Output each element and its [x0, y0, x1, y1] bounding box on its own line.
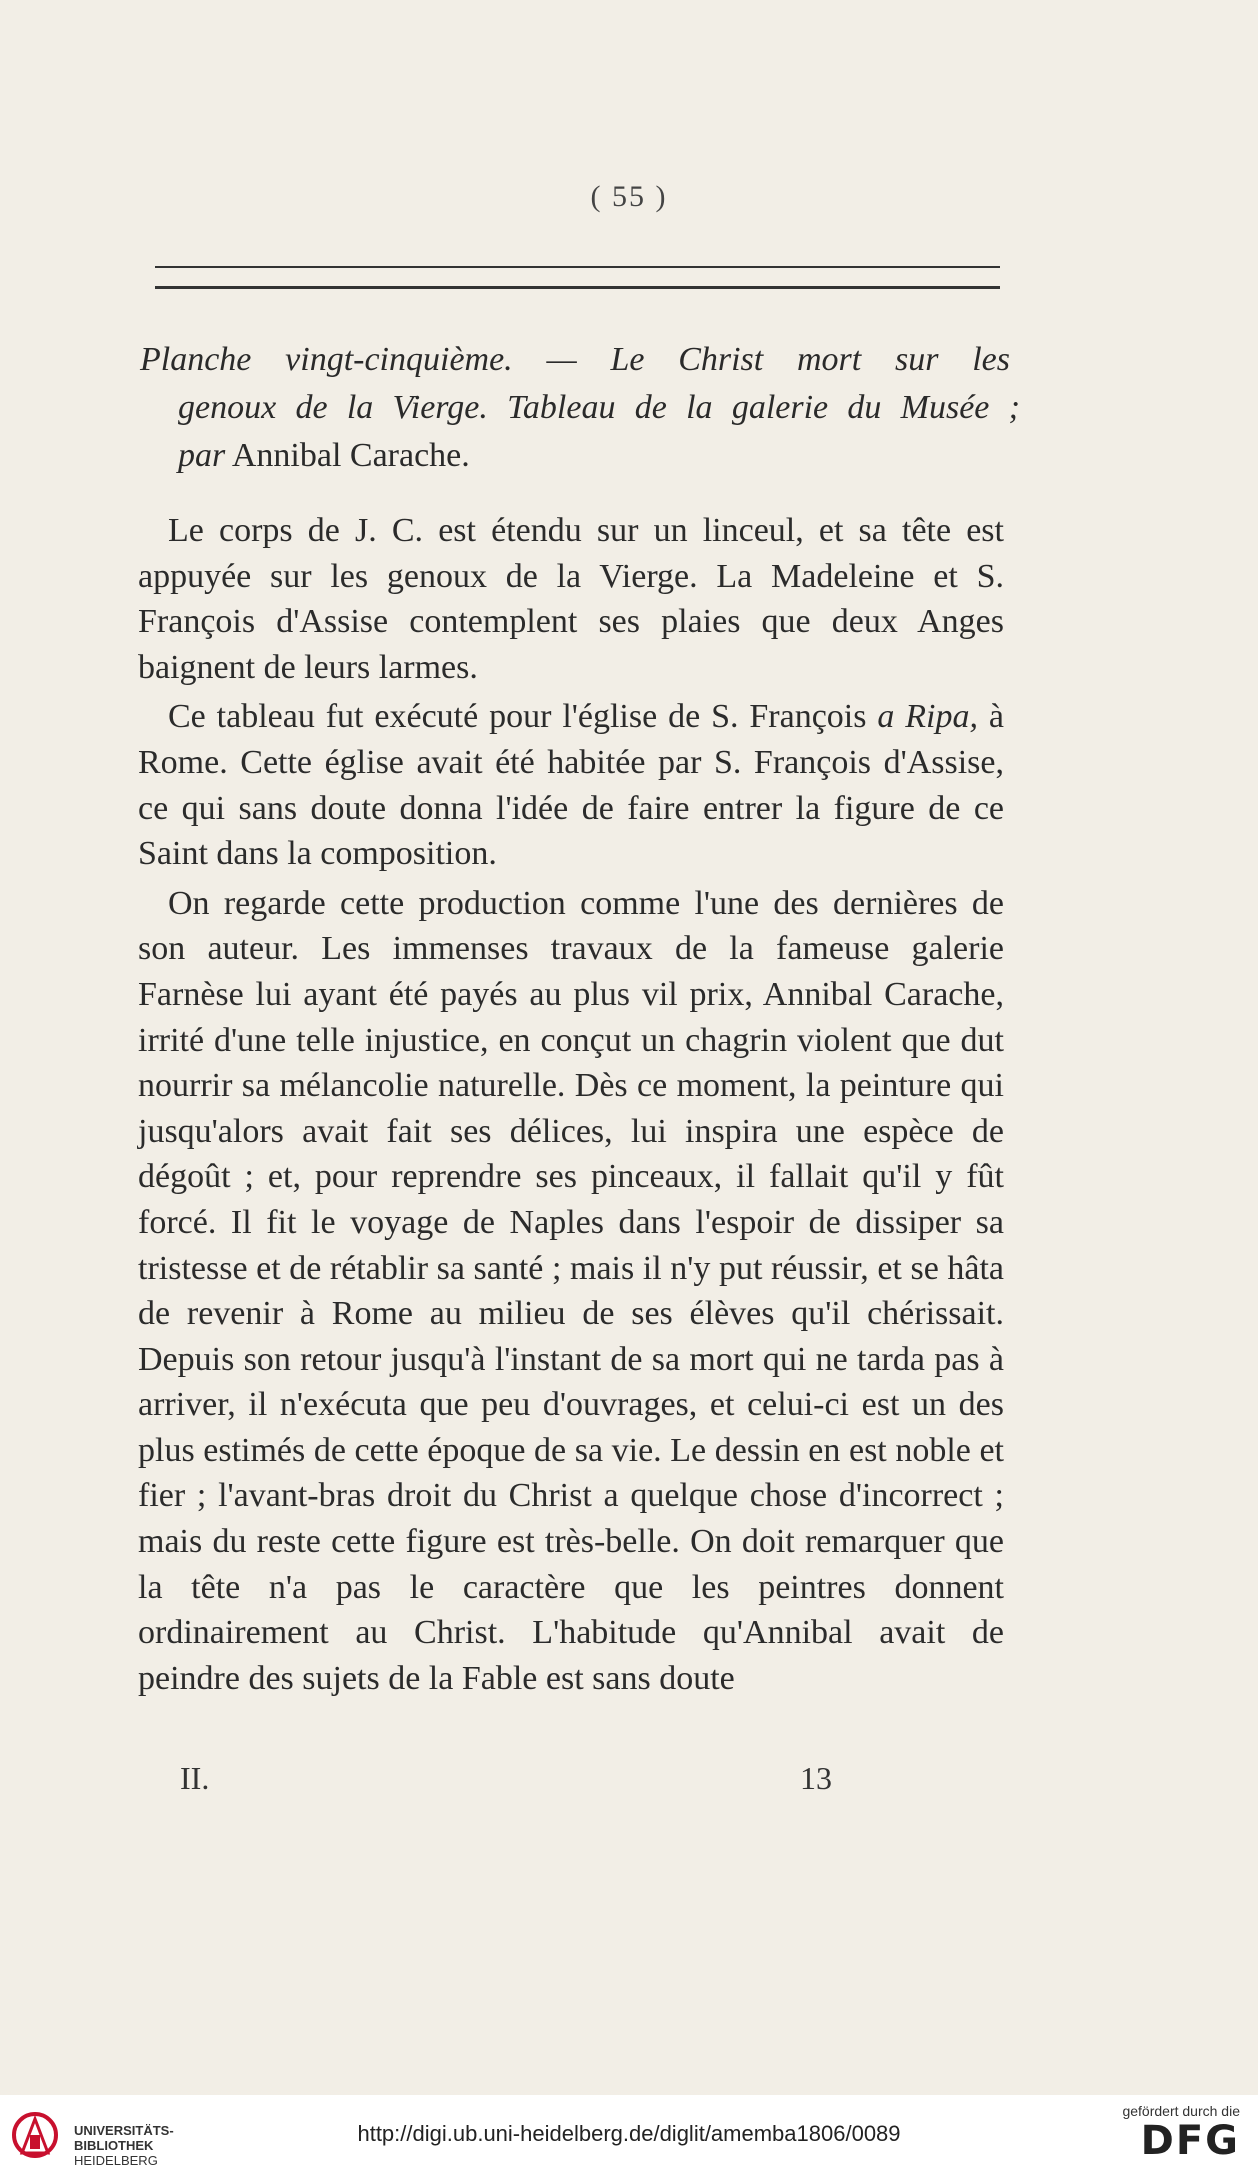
library-name-line-2: BIBLIOTHEK: [74, 2138, 154, 2153]
heading-line-2: genoux de la Vierge. Tableau de la galerie du Musée ;: [178, 389, 1020, 426]
volume-mark: II.: [180, 1760, 210, 1796]
signature-mark: 13: [800, 1760, 832, 1796]
heading-line-1: Planche vingt-cinquième. — Le Christ mort sur les: [140, 341, 1010, 378]
header-rule-thin: [155, 266, 1000, 268]
heading-par: par: [178, 437, 226, 474]
page-number: ( 55 ): [590, 180, 668, 213]
heading-author: Annibal Carache.: [225, 437, 470, 474]
paragraph-2-start: Ce tableau fut exécuté pour l'église de S. François: [168, 698, 878, 736]
plate-heading: [140, 336, 1020, 480]
paragraph-2-end: à Rome. Cette église avait été habitée par S. François d'Assise, ce qui sans doute donna l'idée de faire entrer la figure de ce Saint dans la composition.: [138, 698, 1005, 873]
dfg-logo: DFG: [1140, 2118, 1240, 2164]
signature-line: [0, 1760, 1258, 1800]
paragraph-3: On regarde cette production comme l'une des dernières de son auteur. Les immenses travaux de la fameuse galerie Farnèse lui ayant été payés au plus vil prix, Annibal Carache, irrité d'une telle injustice, en conçut un chagrin violent que dut nourrir sa mélancolie naturelle. Dès ce moment, la peinture qui jusqu'alors avait fait ses délices, lui inspira une espèce de dégoût ; et, pour reprendre ses pinceaux, il fallait qu'il y fût forcé. Il fit le voyage de Naples dans l'espoir de dissiper sa tristesse et de rétablir sa santé ; mais il n'y put réussir, et se hâta de revenir à Rome au milieu de ses élèves qu'il chérissait. Depuis son retour jusqu'à l'instant de sa mort qui ne tarda pas à arriver, il n'exécuta que peu d'ouvrages, et celui-ci est un des plus estimés de cette époque de sa vie. Le dessin en est noble et fier ; l'avant-bras droit du Christ a quelque chose d'incorrect ; mais du reste cette figure est très-belle. On doit remarquer que la tête n'a pas le caractère que les peintres donnent ordinairement au Christ. L'habitude qu'Annibal avait de peindre des sujets de la Fable est sans doute: [138, 884, 1004, 1697]
sponsor-caption: gefördert durch die: [1122, 2103, 1240, 2119]
library-name-line-3: HEIDELBERG: [74, 2153, 158, 2168]
body-text: [138, 508, 1004, 1705]
page-url[interactable]: http://digi.ub.uni-heidelberg.de/diglit/amemba1806/0089: [357, 2121, 901, 2146]
library-name-line-1: UNIVERSITÄTS-: [74, 2123, 174, 2138]
footer-bar: [0, 2095, 1258, 2182]
header-rule-thick: [155, 286, 1000, 289]
paragraph-2: [138, 694, 1004, 876]
heading-line-3: [140, 432, 1020, 480]
dfg-sponsor[interactable]: [1110, 2103, 1240, 2163]
paragraph-2-italic: a Ripa,: [877, 698, 979, 736]
paragraph-1: Le corps de J. C. est étendu sur un linceul, et sa tête est appuyée sur les genoux de la Vierge. La Madeleine et S. François d'Assise contemplent ses plaies que deux Anges baignent de leurs larmes.: [138, 512, 1004, 686]
